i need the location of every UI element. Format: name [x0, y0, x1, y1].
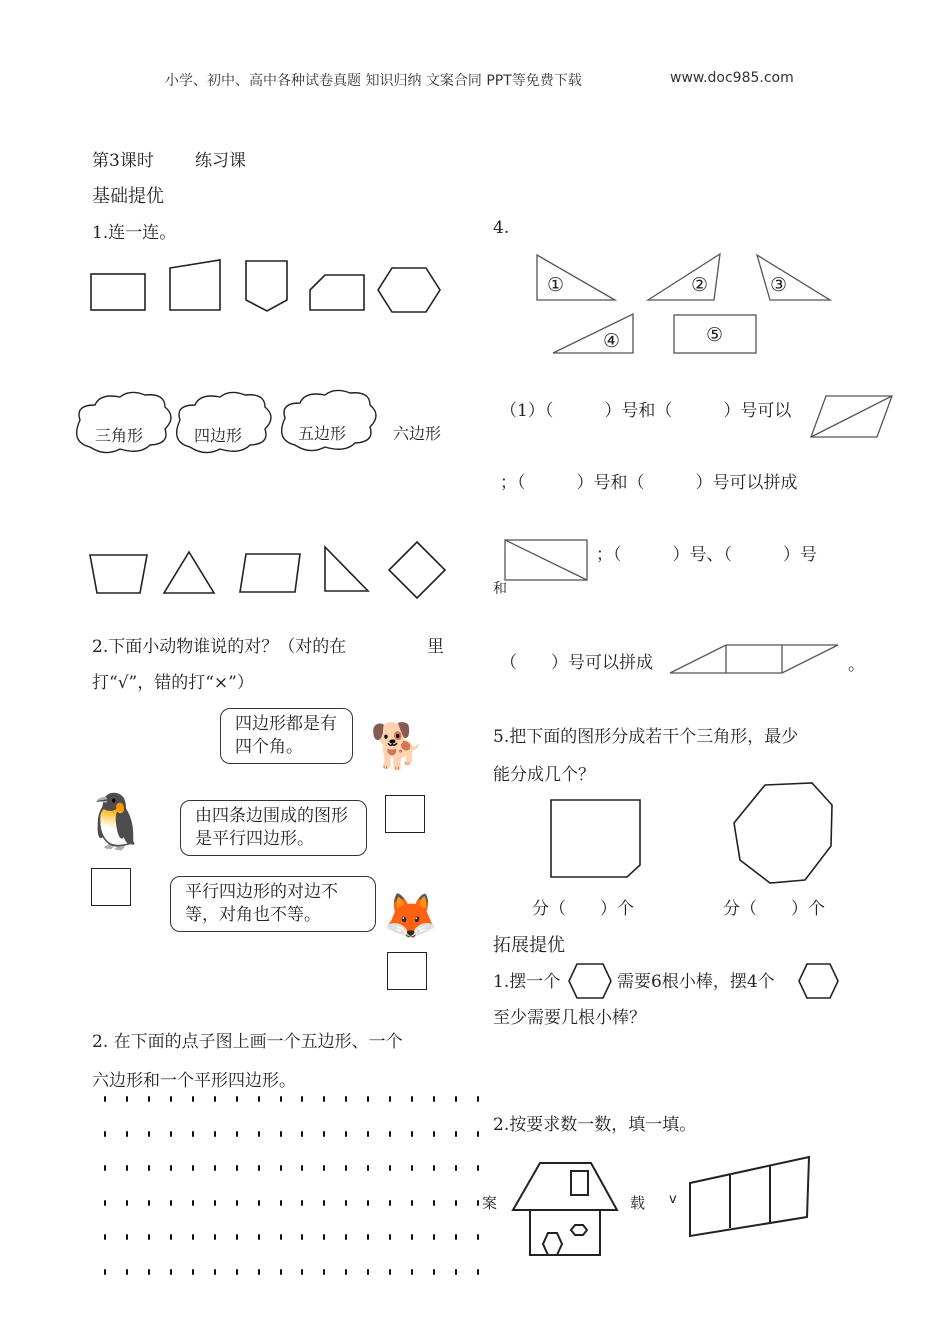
q2-line1b: 里: [427, 637, 444, 657]
dot[interactable]: [126, 1096, 128, 1102]
dot[interactable]: [214, 1200, 216, 1206]
dot[interactable]: [455, 1165, 457, 1171]
dot[interactable]: [367, 1165, 369, 1171]
dot[interactable]: [148, 1131, 150, 1137]
q2b-line2: 六边形和一个平形四边形。: [92, 1071, 296, 1091]
dot[interactable]: [323, 1269, 325, 1275]
q5-line1: 5.把下面的图形分成若干个三角形，最少: [493, 727, 799, 747]
dot[interactable]: [477, 1096, 479, 1102]
speech-penguin: 由四条边围成的图形是平行四边形。: [180, 800, 367, 856]
dot[interactable]: [323, 1200, 325, 1206]
penguin-icon: 🐧: [82, 790, 150, 853]
dot[interactable]: [323, 1234, 325, 1240]
dot[interactable]: [389, 1165, 391, 1171]
answer-box-fox[interactable]: [387, 952, 427, 990]
dot[interactable]: [236, 1269, 238, 1275]
dot[interactable]: [192, 1200, 194, 1206]
q4-line3: ；（ ）号、（ ）号: [596, 545, 817, 565]
dot[interactable]: [345, 1131, 347, 1137]
dot[interactable]: [477, 1131, 479, 1137]
dot[interactable]: [214, 1165, 216, 1171]
dot[interactable]: [148, 1269, 150, 1275]
dot[interactable]: [192, 1234, 194, 1240]
header-text: 小学、初中、高中各种试卷真题 知识归纳 文案合同 PPT等免费下载: [165, 73, 582, 89]
dot[interactable]: [433, 1096, 435, 1102]
dot[interactable]: [170, 1131, 172, 1137]
dot[interactable]: [104, 1200, 106, 1206]
dot[interactable]: [148, 1234, 150, 1240]
dot[interactable]: [477, 1234, 479, 1240]
dot[interactable]: [433, 1234, 435, 1240]
lesson-number: 第3课时: [92, 151, 154, 171]
dot[interactable]: [411, 1234, 413, 1240]
dot[interactable]: [126, 1234, 128, 1240]
cloud-triangle: 三角形: [95, 426, 144, 445]
dot[interactable]: [477, 1269, 479, 1275]
header-site[interactable]: www.doc985.com: [670, 70, 794, 86]
dot[interactable]: [192, 1131, 194, 1137]
dot[interactable]: [367, 1200, 369, 1206]
e1-b: 需要6根小棒，摆4个: [617, 972, 775, 992]
dot[interactable]: [433, 1200, 435, 1206]
dot[interactable]: [170, 1165, 172, 1171]
q4-line1: （1）（ ）号和（ ）号可以: [500, 401, 792, 421]
dot[interactable]: [214, 1234, 216, 1240]
dot[interactable]: [301, 1200, 303, 1206]
label-2: ②: [691, 274, 709, 296]
dot[interactable]: [280, 1269, 282, 1275]
dot[interactable]: [214, 1269, 216, 1275]
q4-line2: ；（ ）号和（ ）号可以拼成: [500, 473, 798, 493]
dot[interactable]: [367, 1234, 369, 1240]
dot[interactable]: [126, 1165, 128, 1171]
dot[interactable]: [367, 1269, 369, 1275]
q4-line3b: 和: [493, 581, 507, 597]
dot[interactable]: [411, 1131, 413, 1137]
dot-row: [104, 1200, 479, 1235]
dot[interactable]: [323, 1096, 325, 1102]
dot[interactable]: [280, 1131, 282, 1137]
dot[interactable]: [477, 1165, 479, 1171]
dot[interactable]: [323, 1165, 325, 1171]
dot[interactable]: [433, 1269, 435, 1275]
dot[interactable]: [236, 1200, 238, 1206]
dot[interactable]: [455, 1131, 457, 1137]
dot[interactable]: [345, 1165, 347, 1171]
dot[interactable]: [455, 1269, 457, 1275]
dot[interactable]: [148, 1165, 150, 1171]
dot[interactable]: [170, 1269, 172, 1275]
e2-w1: 案: [482, 1194, 498, 1212]
speech-fox: 平行四边形的对边不等，对角也不等。: [170, 876, 376, 932]
dot[interactable]: [148, 1200, 150, 1206]
dot[interactable]: [301, 1131, 303, 1137]
section-extend: 拓展提优: [493, 935, 565, 956]
dot[interactable]: [455, 1096, 457, 1102]
e2-title: 2.按要求数一数，填一填。: [493, 1115, 697, 1135]
dot[interactable]: [280, 1200, 282, 1206]
dot[interactable]: [411, 1200, 413, 1206]
dot[interactable]: [214, 1131, 216, 1137]
dot-row: [104, 1131, 479, 1166]
q4-line4: （ ）号可以拼成: [500, 653, 653, 673]
dot[interactable]: [258, 1096, 260, 1102]
section-basic: 基础提优: [92, 186, 164, 207]
dot[interactable]: [411, 1269, 413, 1275]
e1-a: 1.摆一个: [493, 972, 561, 992]
cloud-quadrilateral: 四边形: [194, 426, 243, 445]
dot[interactable]: [148, 1096, 150, 1102]
dot[interactable]: [104, 1131, 106, 1137]
dot[interactable]: [170, 1200, 172, 1206]
q5-line2: 能分成几个？: [493, 765, 595, 785]
dot[interactable]: [236, 1096, 238, 1102]
speech-dog: 四边形都是有四个角。: [220, 708, 353, 764]
dot[interactable]: [389, 1269, 391, 1275]
dot[interactable]: [258, 1200, 260, 1206]
dot[interactable]: [258, 1165, 260, 1171]
dot[interactable]: [301, 1096, 303, 1102]
dot[interactable]: [367, 1131, 369, 1137]
dot[interactable]: [345, 1234, 347, 1240]
label-hexagon: 六边形: [393, 424, 442, 443]
q4-line4-end: 。: [848, 655, 865, 675]
label-3: ③: [770, 274, 788, 296]
dot[interactable]: [301, 1165, 303, 1171]
label-1: ①: [547, 274, 565, 296]
dot[interactable]: [104, 1269, 106, 1275]
dot[interactable]: [236, 1165, 238, 1171]
q5-answer-b: 分（ ）个: [723, 899, 825, 919]
dot[interactable]: [280, 1165, 282, 1171]
dot[interactable]: [389, 1131, 391, 1137]
dot-row: [104, 1234, 479, 1269]
dot[interactable]: [236, 1131, 238, 1137]
dot[interactable]: [389, 1200, 391, 1206]
e2-w3: v: [669, 1192, 677, 1207]
dot[interactable]: [455, 1200, 457, 1206]
dot[interactable]: [258, 1234, 260, 1240]
q1-title: 1.连一连。: [92, 223, 177, 243]
dot[interactable]: [192, 1165, 194, 1171]
dot[interactable]: [280, 1234, 282, 1240]
fox-icon: 🦊: [383, 891, 438, 942]
dot[interactable]: [126, 1269, 128, 1275]
dog-icon: 🐕: [370, 721, 425, 772]
dot[interactable]: [433, 1165, 435, 1171]
dot[interactable]: [170, 1096, 172, 1102]
q2-line2: 打“√”，错的打“×”）: [92, 673, 254, 693]
dot[interactable]: [411, 1165, 413, 1171]
label-5: ⑤: [706, 324, 724, 346]
dot[interactable]: [104, 1165, 106, 1171]
dot[interactable]: [258, 1269, 260, 1275]
e1-line2: 至少需要几根小棒？: [493, 1008, 646, 1028]
answer-box-penguin[interactable]: [91, 868, 131, 906]
q2-line1: 2.下面小动物谁说的对？（对的在: [92, 637, 347, 657]
dot-row: [104, 1165, 479, 1200]
dot-row: [104, 1096, 479, 1131]
dot[interactable]: [411, 1096, 413, 1102]
label-4: ④: [603, 330, 621, 352]
dot[interactable]: [477, 1200, 479, 1206]
dot[interactable]: [192, 1096, 194, 1102]
dot[interactable]: [236, 1234, 238, 1240]
q4-title: 4.: [493, 218, 510, 238]
dot[interactable]: [104, 1096, 106, 1102]
dot[interactable]: [389, 1234, 391, 1240]
dot[interactable]: [214, 1096, 216, 1102]
dot[interactable]: [280, 1096, 282, 1102]
dot[interactable]: [455, 1234, 457, 1240]
dot[interactable]: [433, 1131, 435, 1137]
dot-row: [104, 1269, 479, 1304]
answer-box-dog[interactable]: [385, 795, 425, 833]
dot[interactable]: [389, 1096, 391, 1102]
q5-answer-a: 分（ ）个: [532, 899, 634, 919]
cloud-pentagon: 五边形: [298, 424, 347, 443]
dot[interactable]: [323, 1131, 325, 1137]
dot[interactable]: [345, 1200, 347, 1206]
dot[interactable]: [126, 1131, 128, 1137]
q2b-line1: 2. 在下面的点子图上画一个五边形、一个: [92, 1032, 403, 1052]
dot[interactable]: [301, 1269, 303, 1275]
dot[interactable]: [192, 1269, 194, 1275]
dot[interactable]: [258, 1131, 260, 1137]
dot[interactable]: [367, 1096, 369, 1102]
dot[interactable]: [170, 1234, 172, 1240]
dot[interactable]: [104, 1234, 106, 1240]
dot[interactable]: [345, 1096, 347, 1102]
e2-w2: 载: [630, 1194, 646, 1212]
dot[interactable]: [301, 1234, 303, 1240]
dot[interactable]: [345, 1269, 347, 1275]
dot-grid[interactable]: [104, 1096, 479, 1303]
lesson-title: 练习课: [195, 151, 246, 171]
dot[interactable]: [126, 1200, 128, 1206]
